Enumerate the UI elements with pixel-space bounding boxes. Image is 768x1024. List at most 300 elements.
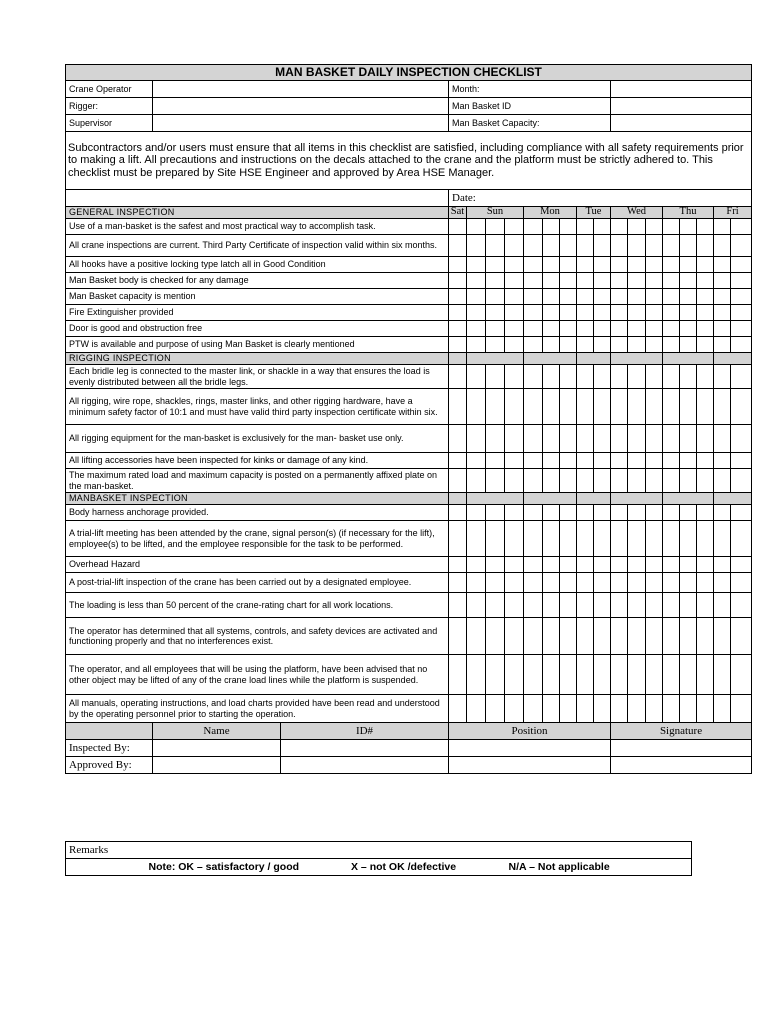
check-cell[interactable] (697, 389, 714, 425)
check-cell[interactable] (449, 425, 467, 453)
check-cell[interactable] (560, 573, 577, 593)
check-cell[interactable] (663, 655, 680, 695)
check-cell[interactable] (731, 573, 752, 593)
check-cell[interactable] (560, 321, 577, 337)
check-cell[interactable] (449, 521, 467, 557)
check-cell[interactable] (543, 235, 560, 257)
check-cell[interactable] (449, 695, 467, 723)
check-cell[interactable] (611, 389, 628, 425)
check-cell[interactable] (577, 618, 594, 655)
check-cell[interactable] (714, 257, 731, 273)
check-cell[interactable] (680, 235, 697, 257)
check-cell[interactable] (467, 655, 486, 695)
month-field[interactable] (611, 81, 752, 98)
check-cell[interactable] (714, 235, 731, 257)
man-basket-capacity-field[interactable] (611, 115, 752, 132)
check-cell[interactable] (628, 321, 646, 337)
check-cell[interactable] (577, 469, 594, 493)
check-cell[interactable] (577, 573, 594, 593)
check-cell[interactable] (467, 695, 486, 723)
check-cell[interactable] (577, 389, 594, 425)
check-cell[interactable] (505, 337, 524, 353)
check-cell[interactable] (714, 289, 731, 305)
rigger-field[interactable] (153, 98, 449, 115)
check-cell[interactable] (731, 505, 752, 521)
check-cell[interactable] (560, 425, 577, 453)
check-cell[interactable] (560, 289, 577, 305)
check-cell[interactable] (697, 257, 714, 273)
check-cell[interactable] (731, 557, 752, 573)
check-cell[interactable] (467, 235, 486, 257)
check-cell[interactable] (663, 273, 680, 289)
check-cell[interactable] (714, 593, 731, 618)
check-cell[interactable] (714, 505, 731, 521)
check-cell[interactable] (594, 453, 611, 469)
check-cell[interactable] (646, 305, 663, 321)
check-cell[interactable] (560, 219, 577, 235)
check-cell[interactable] (467, 321, 486, 337)
check-cell[interactable] (594, 593, 611, 618)
check-cell[interactable] (697, 573, 714, 593)
check-cell[interactable] (449, 557, 467, 573)
check-cell[interactable] (449, 505, 467, 521)
check-cell[interactable] (680, 521, 697, 557)
check-cell[interactable] (680, 573, 697, 593)
check-cell[interactable] (714, 557, 731, 573)
check-cell[interactable] (663, 389, 680, 425)
check-cell[interactable] (680, 337, 697, 353)
check-cell[interactable] (628, 257, 646, 273)
check-cell[interactable] (714, 321, 731, 337)
check-cell[interactable] (697, 505, 714, 521)
check-cell[interactable] (449, 618, 467, 655)
check-cell[interactable] (646, 235, 663, 257)
check-cell[interactable] (697, 219, 714, 235)
check-cell[interactable] (714, 469, 731, 493)
signoff-name-field[interactable] (153, 757, 281, 774)
check-cell[interactable] (594, 219, 611, 235)
check-cell[interactable] (486, 505, 505, 521)
check-cell[interactable] (486, 273, 505, 289)
check-cell[interactable] (697, 289, 714, 305)
check-cell[interactable] (467, 305, 486, 321)
check-cell[interactable] (611, 655, 628, 695)
check-cell[interactable] (680, 618, 697, 655)
check-cell[interactable] (611, 469, 628, 493)
check-cell[interactable] (628, 593, 646, 618)
check-cell[interactable] (486, 557, 505, 573)
check-cell[interactable] (524, 365, 543, 389)
check-cell[interactable] (731, 469, 752, 493)
check-cell[interactable] (524, 505, 543, 521)
check-cell[interactable] (543, 655, 560, 695)
check-cell[interactable] (594, 305, 611, 321)
check-cell[interactable] (680, 655, 697, 695)
check-cell[interactable] (543, 365, 560, 389)
check-cell[interactable] (524, 469, 543, 493)
check-cell[interactable] (449, 257, 467, 273)
check-cell[interactable] (663, 618, 680, 655)
check-cell[interactable] (611, 557, 628, 573)
check-cell[interactable] (594, 618, 611, 655)
check-cell[interactable] (680, 257, 697, 273)
check-cell[interactable] (543, 573, 560, 593)
check-cell[interactable] (628, 337, 646, 353)
check-cell[interactable] (449, 469, 467, 493)
check-cell[interactable] (714, 305, 731, 321)
check-cell[interactable] (467, 257, 486, 273)
signoff-signature-field[interactable] (611, 740, 752, 757)
check-cell[interactable] (628, 557, 646, 573)
check-cell[interactable] (714, 618, 731, 655)
check-cell[interactable] (467, 505, 486, 521)
check-cell[interactable] (646, 321, 663, 337)
check-cell[interactable] (467, 425, 486, 453)
check-cell[interactable] (646, 557, 663, 573)
check-cell[interactable] (594, 321, 611, 337)
signoff-id-field[interactable] (281, 757, 449, 774)
check-cell[interactable] (577, 289, 594, 305)
check-cell[interactable] (611, 305, 628, 321)
check-cell[interactable] (577, 453, 594, 469)
check-cell[interactable] (486, 219, 505, 235)
check-cell[interactable] (486, 289, 505, 305)
check-cell[interactable] (524, 273, 543, 289)
check-cell[interactable] (577, 505, 594, 521)
check-cell[interactable] (646, 655, 663, 695)
check-cell[interactable] (577, 219, 594, 235)
check-cell[interactable] (697, 655, 714, 695)
check-cell[interactable] (628, 695, 646, 723)
check-cell[interactable] (543, 305, 560, 321)
signoff-position-field[interactable] (449, 740, 611, 757)
check-cell[interactable] (486, 257, 505, 273)
check-cell[interactable] (611, 321, 628, 337)
check-cell[interactable] (505, 593, 524, 618)
check-cell[interactable] (543, 321, 560, 337)
check-cell[interactable] (560, 695, 577, 723)
check-cell[interactable] (577, 655, 594, 695)
check-cell[interactable] (663, 257, 680, 273)
check-cell[interactable] (543, 389, 560, 425)
check-cell[interactable] (449, 593, 467, 618)
check-cell[interactable] (524, 235, 543, 257)
check-cell[interactable] (449, 235, 467, 257)
check-cell[interactable] (594, 469, 611, 493)
check-cell[interactable] (594, 273, 611, 289)
check-cell[interactable] (543, 557, 560, 573)
check-cell[interactable] (524, 305, 543, 321)
check-cell[interactable] (449, 337, 467, 353)
check-cell[interactable] (663, 557, 680, 573)
check-cell[interactable] (628, 219, 646, 235)
check-cell[interactable] (697, 273, 714, 289)
check-cell[interactable] (577, 425, 594, 453)
check-cell[interactable] (505, 453, 524, 469)
check-cell[interactable] (611, 593, 628, 618)
check-cell[interactable] (731, 289, 752, 305)
check-cell[interactable] (524, 573, 543, 593)
check-cell[interactable] (611, 618, 628, 655)
check-cell[interactable] (697, 321, 714, 337)
check-cell[interactable] (594, 337, 611, 353)
check-cell[interactable] (663, 505, 680, 521)
check-cell[interactable] (731, 257, 752, 273)
check-cell[interactable] (697, 521, 714, 557)
check-cell[interactable] (697, 557, 714, 573)
check-cell[interactable] (628, 289, 646, 305)
check-cell[interactable] (524, 453, 543, 469)
check-cell[interactable] (680, 365, 697, 389)
check-cell[interactable] (524, 521, 543, 557)
check-cell[interactable] (611, 573, 628, 593)
check-cell[interactable] (663, 573, 680, 593)
check-cell[interactable] (505, 425, 524, 453)
check-cell[interactable] (731, 273, 752, 289)
check-cell[interactable] (467, 618, 486, 655)
check-cell[interactable] (467, 557, 486, 573)
check-cell[interactable] (628, 469, 646, 493)
check-cell[interactable] (486, 453, 505, 469)
check-cell[interactable] (714, 695, 731, 723)
check-cell[interactable] (577, 273, 594, 289)
check-cell[interactable] (524, 337, 543, 353)
check-cell[interactable] (543, 273, 560, 289)
check-cell[interactable] (714, 521, 731, 557)
check-cell[interactable] (731, 618, 752, 655)
check-cell[interactable] (714, 573, 731, 593)
check-cell[interactable] (731, 695, 752, 723)
check-cell[interactable] (505, 655, 524, 695)
check-cell[interactable] (486, 235, 505, 257)
check-cell[interactable] (560, 365, 577, 389)
check-cell[interactable] (714, 453, 731, 469)
check-cell[interactable] (680, 389, 697, 425)
check-cell[interactable] (467, 219, 486, 235)
check-cell[interactable] (449, 305, 467, 321)
crane-operator-field[interactable] (153, 81, 449, 98)
check-cell[interactable] (697, 235, 714, 257)
check-cell[interactable] (646, 289, 663, 305)
check-cell[interactable] (611, 337, 628, 353)
check-cell[interactable] (560, 235, 577, 257)
check-cell[interactable] (505, 505, 524, 521)
check-cell[interactable] (646, 618, 663, 655)
check-cell[interactable] (577, 365, 594, 389)
check-cell[interactable] (543, 219, 560, 235)
check-cell[interactable] (731, 337, 752, 353)
check-cell[interactable] (594, 521, 611, 557)
check-cell[interactable] (714, 425, 731, 453)
check-cell[interactable] (577, 593, 594, 618)
check-cell[interactable] (543, 337, 560, 353)
check-cell[interactable] (697, 469, 714, 493)
check-cell[interactable] (486, 521, 505, 557)
check-cell[interactable] (560, 521, 577, 557)
check-cell[interactable] (543, 469, 560, 493)
check-cell[interactable] (714, 389, 731, 425)
check-cell[interactable] (628, 273, 646, 289)
check-cell[interactable] (646, 469, 663, 493)
check-cell[interactable] (731, 219, 752, 235)
check-cell[interactable] (560, 337, 577, 353)
check-cell[interactable] (680, 505, 697, 521)
check-cell[interactable] (680, 557, 697, 573)
check-cell[interactable] (577, 235, 594, 257)
check-cell[interactable] (697, 618, 714, 655)
check-cell[interactable] (680, 273, 697, 289)
check-cell[interactable] (449, 453, 467, 469)
check-cell[interactable] (505, 557, 524, 573)
check-cell[interactable] (594, 695, 611, 723)
check-cell[interactable] (611, 365, 628, 389)
check-cell[interactable] (663, 219, 680, 235)
check-cell[interactable] (524, 425, 543, 453)
check-cell[interactable] (663, 235, 680, 257)
check-cell[interactable] (449, 289, 467, 305)
check-cell[interactable] (467, 365, 486, 389)
check-cell[interactable] (449, 655, 467, 695)
check-cell[interactable] (611, 695, 628, 723)
check-cell[interactable] (594, 425, 611, 453)
check-cell[interactable] (628, 521, 646, 557)
check-cell[interactable] (543, 453, 560, 469)
check-cell[interactable] (646, 219, 663, 235)
check-cell[interactable] (524, 257, 543, 273)
check-cell[interactable] (543, 618, 560, 655)
check-cell[interactable] (467, 593, 486, 618)
check-cell[interactable] (467, 289, 486, 305)
check-cell[interactable] (486, 365, 505, 389)
check-cell[interactable] (524, 557, 543, 573)
check-cell[interactable] (577, 557, 594, 573)
check-cell[interactable] (714, 337, 731, 353)
check-cell[interactable] (524, 695, 543, 723)
check-cell[interactable] (505, 289, 524, 305)
check-cell[interactable] (646, 695, 663, 723)
check-cell[interactable] (524, 219, 543, 235)
check-cell[interactable] (449, 219, 467, 235)
check-cell[interactable] (505, 219, 524, 235)
check-cell[interactable] (524, 289, 543, 305)
check-cell[interactable] (449, 573, 467, 593)
check-cell[interactable] (697, 695, 714, 723)
check-cell[interactable] (486, 389, 505, 425)
check-cell[interactable] (697, 425, 714, 453)
check-cell[interactable] (663, 365, 680, 389)
check-cell[interactable] (560, 618, 577, 655)
check-cell[interactable] (560, 273, 577, 289)
check-cell[interactable] (663, 695, 680, 723)
check-cell[interactable] (680, 593, 697, 618)
check-cell[interactable] (731, 365, 752, 389)
check-cell[interactable] (731, 453, 752, 469)
check-cell[interactable] (577, 695, 594, 723)
check-cell[interactable] (714, 219, 731, 235)
check-cell[interactable] (663, 321, 680, 337)
check-cell[interactable] (486, 618, 505, 655)
check-cell[interactable] (505, 618, 524, 655)
check-cell[interactable] (611, 289, 628, 305)
check-cell[interactable] (646, 505, 663, 521)
check-cell[interactable] (731, 655, 752, 695)
check-cell[interactable] (594, 289, 611, 305)
check-cell[interactable] (663, 453, 680, 469)
check-cell[interactable] (560, 469, 577, 493)
check-cell[interactable] (680, 219, 697, 235)
check-cell[interactable] (680, 425, 697, 453)
check-cell[interactable] (611, 425, 628, 453)
check-cell[interactable] (628, 655, 646, 695)
check-cell[interactable] (543, 505, 560, 521)
check-cell[interactable] (680, 695, 697, 723)
check-cell[interactable] (467, 273, 486, 289)
check-cell[interactable] (543, 695, 560, 723)
check-cell[interactable] (505, 305, 524, 321)
check-cell[interactable] (714, 365, 731, 389)
check-cell[interactable] (663, 593, 680, 618)
check-cell[interactable] (524, 593, 543, 618)
check-cell[interactable] (611, 453, 628, 469)
check-cell[interactable] (611, 273, 628, 289)
check-cell[interactable] (594, 257, 611, 273)
check-cell[interactable] (543, 425, 560, 453)
check-cell[interactable] (628, 618, 646, 655)
check-cell[interactable] (560, 257, 577, 273)
check-cell[interactable] (611, 219, 628, 235)
check-cell[interactable] (663, 289, 680, 305)
signoff-id-field[interactable] (281, 740, 449, 757)
check-cell[interactable] (524, 618, 543, 655)
check-cell[interactable] (680, 469, 697, 493)
check-cell[interactable] (505, 235, 524, 257)
check-cell[interactable] (611, 505, 628, 521)
check-cell[interactable] (594, 573, 611, 593)
check-cell[interactable] (663, 305, 680, 321)
check-cell[interactable] (560, 389, 577, 425)
check-cell[interactable] (543, 521, 560, 557)
check-cell[interactable] (467, 453, 486, 469)
check-cell[interactable] (486, 469, 505, 493)
check-cell[interactable] (680, 453, 697, 469)
check-cell[interactable] (731, 389, 752, 425)
check-cell[interactable] (628, 305, 646, 321)
check-cell[interactable] (628, 505, 646, 521)
check-cell[interactable] (505, 273, 524, 289)
check-cell[interactable] (486, 321, 505, 337)
check-cell[interactable] (467, 469, 486, 493)
check-cell[interactable] (505, 365, 524, 389)
check-cell[interactable] (731, 425, 752, 453)
check-cell[interactable] (697, 365, 714, 389)
check-cell[interactable] (560, 453, 577, 469)
check-cell[interactable] (577, 521, 594, 557)
check-cell[interactable] (467, 573, 486, 593)
check-cell[interactable] (594, 235, 611, 257)
check-cell[interactable] (714, 655, 731, 695)
check-cell[interactable] (731, 235, 752, 257)
check-cell[interactable] (594, 365, 611, 389)
check-cell[interactable] (680, 289, 697, 305)
check-cell[interactable] (646, 453, 663, 469)
check-cell[interactable] (663, 425, 680, 453)
check-cell[interactable] (577, 321, 594, 337)
check-cell[interactable] (505, 469, 524, 493)
check-cell[interactable] (524, 321, 543, 337)
check-cell[interactable] (486, 425, 505, 453)
check-cell[interactable] (697, 305, 714, 321)
check-cell[interactable] (524, 389, 543, 425)
